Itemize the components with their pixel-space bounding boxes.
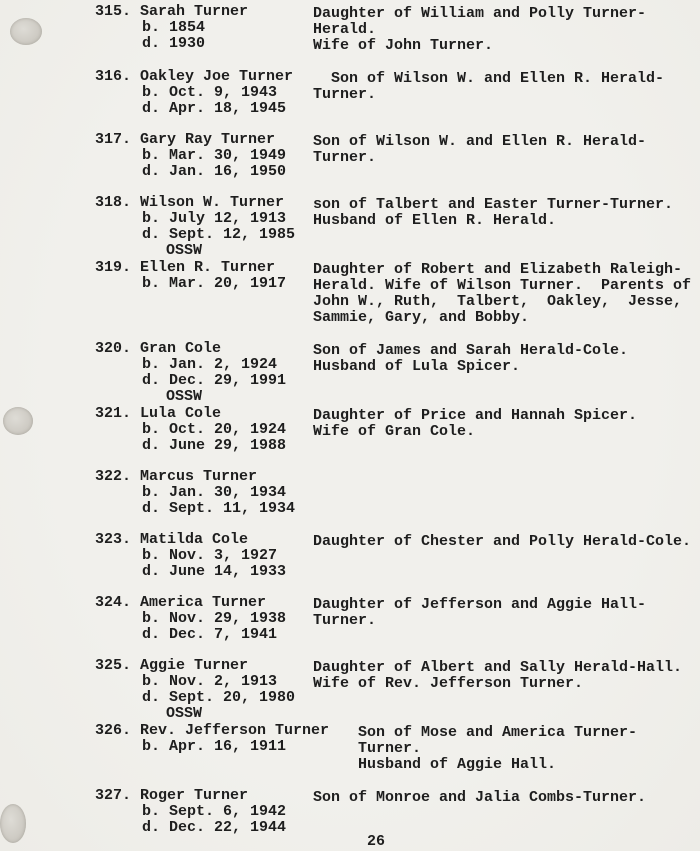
relation-line: Turner. bbox=[313, 740, 422, 757]
entry-left-column bbox=[95, 260, 313, 326]
death-date-line: d. June 29, 1988 bbox=[142, 437, 287, 454]
entry-relations bbox=[313, 406, 700, 454]
ossw-label: OSSW bbox=[166, 705, 203, 722]
entry bbox=[95, 532, 700, 580]
entry-name-line bbox=[95, 341, 313, 357]
entry-name-line bbox=[95, 469, 313, 485]
entry-name: Matilda Cole bbox=[140, 531, 249, 548]
death-date-line: d. Sept. 12, 1985 bbox=[142, 226, 296, 243]
entry-left-column bbox=[95, 406, 313, 454]
entry-left-column bbox=[95, 341, 313, 405]
entry bbox=[95, 260, 700, 326]
entry-name: Gary Ray Turner bbox=[140, 131, 276, 148]
relation-line: Daughter of Price and Hannah Spicer. bbox=[313, 407, 638, 424]
entry-number: 316. bbox=[95, 68, 132, 85]
entry-number: 323. bbox=[95, 531, 132, 548]
entry-left-column bbox=[95, 132, 313, 180]
relation-line: Son of James and Sarah Herald-Cole. bbox=[313, 342, 629, 359]
entry bbox=[95, 723, 700, 773]
entry-relations bbox=[313, 658, 700, 722]
death-date-line: d. 1930 bbox=[142, 35, 206, 52]
death-date-line: d. Dec. 7, 1941 bbox=[142, 626, 278, 643]
entry-name-line bbox=[95, 658, 313, 674]
relation-line: Turner. bbox=[313, 149, 377, 166]
entry-name-line bbox=[95, 722, 330, 739]
entry-relations bbox=[313, 195, 700, 259]
entry-number: 320. bbox=[95, 340, 132, 357]
relation-line: Wife of John Turner. bbox=[313, 37, 494, 54]
entry-left-column bbox=[95, 532, 313, 580]
entry-left-column bbox=[95, 4, 313, 54]
relation-line: Son of Wilson W. and Ellen R. Herald- bbox=[313, 70, 665, 87]
birth-date-line: b. Nov. 29, 1938 bbox=[142, 610, 287, 627]
entry-number: 322. bbox=[95, 468, 132, 485]
entry-left-column bbox=[95, 722, 330, 773]
birth-date-line: b. Sept. 6, 1942 bbox=[142, 803, 287, 820]
entry-name-line bbox=[95, 532, 313, 548]
ossw-label: OSSW bbox=[166, 242, 203, 259]
relation-line: Wife of Gran Cole. bbox=[313, 423, 476, 440]
entry-number: 321. bbox=[95, 405, 132, 422]
entry-number: 326. bbox=[95, 722, 132, 739]
entry-relations bbox=[313, 723, 700, 773]
relation-line: Son of Wilson W. and Ellen R. Herald- bbox=[313, 133, 647, 150]
entry-name-line bbox=[95, 788, 313, 804]
relation-line: Wife of Rev. Jefferson Turner. bbox=[313, 675, 584, 692]
entry bbox=[95, 658, 700, 722]
entry bbox=[95, 788, 700, 836]
entry-name: Lula Cole bbox=[140, 405, 222, 422]
death-date-line: d. Dec. 29, 1991 bbox=[142, 372, 287, 389]
entry-relations bbox=[313, 341, 700, 405]
entry-relations bbox=[313, 132, 700, 180]
birth-date-line: b. Oct. 9, 1943 bbox=[142, 84, 278, 101]
death-date-line: d. Sept. 20, 1980 bbox=[142, 689, 296, 706]
entry-left-column bbox=[95, 595, 313, 643]
entry-relations bbox=[313, 69, 700, 117]
entry-name: Marcus Turner bbox=[140, 468, 258, 485]
entry bbox=[95, 341, 700, 405]
relation-line: Husband of Ellen R. Herald. bbox=[313, 212, 557, 229]
entry-left-column bbox=[95, 658, 313, 722]
entry-name-line bbox=[95, 595, 313, 611]
death-date-line: d. June 14, 1933 bbox=[142, 563, 287, 580]
entry-relations bbox=[313, 788, 700, 836]
entry-relations bbox=[313, 260, 700, 326]
relation-line: Daughter of Jefferson and Aggie Hall- bbox=[313, 596, 647, 613]
entry-relations bbox=[313, 4, 700, 54]
entry-name: Ellen R. Turner bbox=[140, 259, 276, 276]
death-date-line: d. Jan. 16, 1950 bbox=[142, 163, 287, 180]
relation-line: Sammie, Gary, and Bobby. bbox=[313, 309, 530, 326]
relation-line: Turner. bbox=[313, 612, 377, 629]
relation-line: Daughter of Robert and Elizabeth Raleigh- bbox=[313, 261, 683, 278]
entry-name: Oakley Joe Turner bbox=[140, 68, 294, 85]
entry-number: 317. bbox=[95, 131, 132, 148]
relation-line: Turner. bbox=[313, 86, 377, 103]
entry-number: 327. bbox=[95, 787, 132, 804]
relation-line: Son of Mose and America Turner- bbox=[313, 724, 638, 741]
death-date-line: d. Sept. 11, 1934 bbox=[142, 500, 296, 517]
entry-relations bbox=[313, 595, 700, 643]
entry-name: Wilson W. Turner bbox=[140, 194, 285, 211]
entry-name: Rev. Jefferson Turner bbox=[140, 722, 330, 739]
entry bbox=[95, 132, 700, 180]
entry-name-line bbox=[95, 195, 313, 211]
entry-name-line bbox=[95, 4, 313, 20]
entry-left-column bbox=[95, 195, 313, 259]
entry-list bbox=[95, 4, 700, 851]
hole-punch-middle bbox=[3, 407, 33, 435]
entry-name: America Turner bbox=[140, 594, 267, 611]
entry-name-line bbox=[95, 260, 313, 276]
entry bbox=[95, 69, 700, 117]
birth-date-line: b. Mar. 30, 1949 bbox=[142, 147, 287, 164]
entry-name-line bbox=[95, 406, 313, 422]
relation-line: John W., Ruth, Talbert, Oakley, Jesse, bbox=[313, 293, 683, 310]
birth-date-line: b. Jan. 30, 1934 bbox=[142, 484, 287, 501]
entry bbox=[95, 4, 700, 54]
entry-name: Aggie Turner bbox=[140, 657, 249, 674]
entry-left-column bbox=[95, 788, 313, 836]
entry-left-column bbox=[95, 69, 313, 117]
entry bbox=[95, 406, 700, 454]
page-number: 26 bbox=[367, 833, 386, 850]
hole-punch-top bbox=[10, 18, 42, 45]
entry-number: 325. bbox=[95, 657, 132, 674]
entry bbox=[95, 469, 700, 517]
entry-name-line bbox=[95, 132, 313, 148]
hole-punch-bottom bbox=[0, 804, 26, 843]
entry-name: Sarah Turner bbox=[140, 3, 249, 20]
relation-line: Son of Monroe and Jalia Combs-Turner. bbox=[313, 789, 647, 806]
entry-relations bbox=[313, 469, 700, 517]
birth-date-line: b. 1854 bbox=[142, 19, 206, 36]
relation-line: Daughter of William and Polly Turner- bbox=[313, 5, 647, 22]
birth-date-line: b. Jan. 2, 1924 bbox=[142, 356, 278, 373]
relation-line: Herald. Wife of Wilson Turner. Parents of bbox=[313, 277, 692, 294]
entry-relations bbox=[313, 532, 700, 580]
entry-left-column bbox=[95, 469, 313, 517]
entry-number: 324. bbox=[95, 594, 132, 611]
birth-date-line: b. Nov. 3, 1927 bbox=[142, 547, 278, 564]
entry-number: 318. bbox=[95, 194, 132, 211]
relation-line: Daughter of Albert and Sally Herald-Hall. bbox=[313, 659, 683, 676]
birth-date-line: b. Nov. 2, 1913 bbox=[142, 673, 278, 690]
entry-number: 319. bbox=[95, 259, 132, 276]
entry bbox=[95, 195, 700, 259]
birth-date-line: b. Oct. 20, 1924 bbox=[142, 421, 287, 438]
death-date-line: d. Dec. 22, 1944 bbox=[142, 819, 287, 836]
relation-line: Husband of Lula Spicer. bbox=[313, 358, 521, 375]
birth-date-line: b. Apr. 16, 1911 bbox=[142, 738, 287, 755]
entry-number: 315. bbox=[95, 3, 132, 20]
entry-name: Gran Cole bbox=[140, 340, 222, 357]
relation-line: Daughter of Chester and Polly Herald-Cole. bbox=[313, 533, 692, 550]
relation-line: Herald. bbox=[313, 21, 377, 38]
entry-name: Roger Turner bbox=[140, 787, 249, 804]
death-date-line: d. Apr. 18, 1945 bbox=[142, 100, 287, 117]
entry-name-line bbox=[95, 69, 313, 85]
relation-line: son of Talbert and Easter Turner-Turner. bbox=[313, 196, 674, 213]
relation-line: Husband of Aggie Hall. bbox=[313, 756, 557, 773]
birth-date-line: b. Mar. 20, 1917 bbox=[142, 275, 287, 292]
birth-date-line: b. July 12, 1913 bbox=[142, 210, 287, 227]
ossw-label: OSSW bbox=[166, 388, 203, 405]
entry bbox=[95, 595, 700, 643]
